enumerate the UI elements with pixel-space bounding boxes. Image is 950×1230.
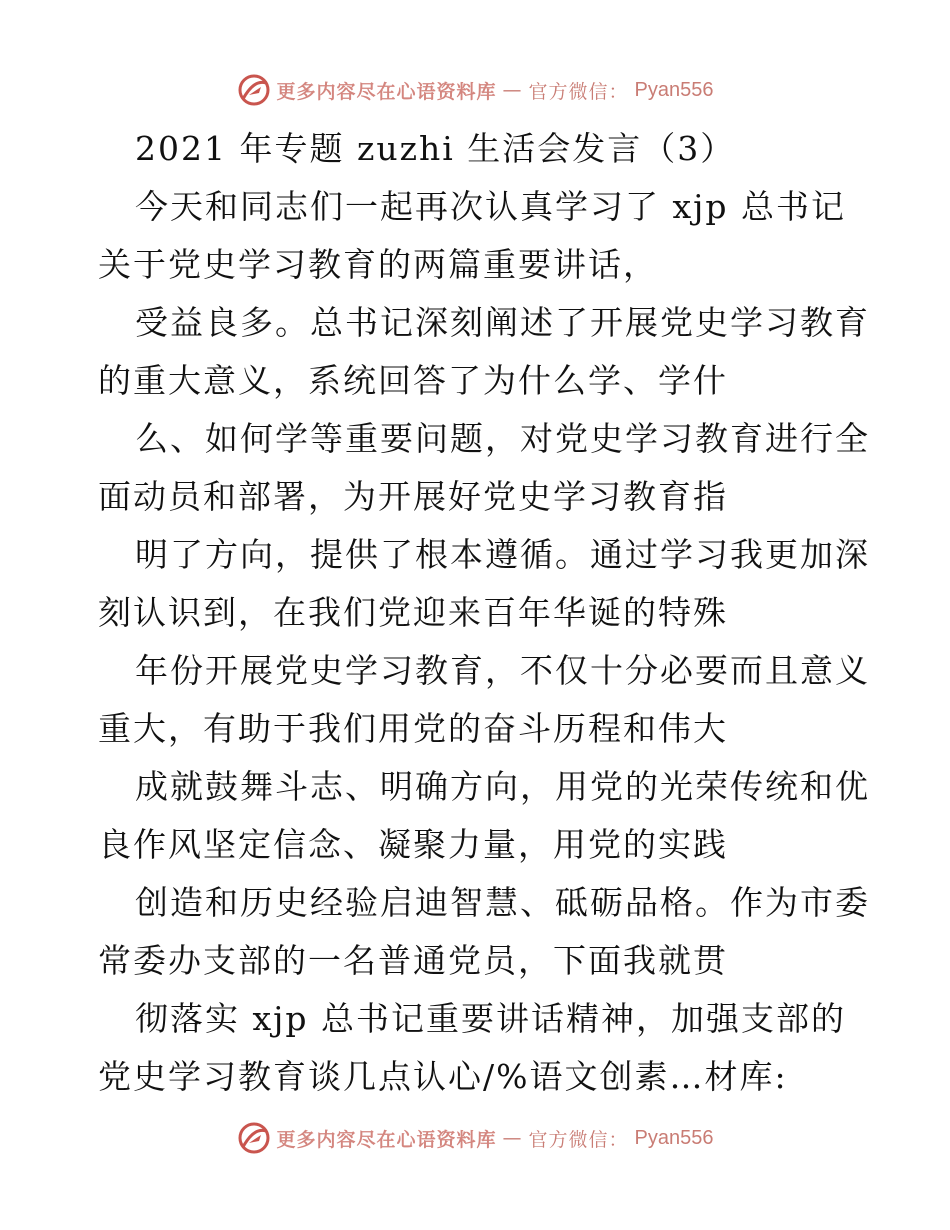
brand-text: 更多内容尽在心语资料库	[276, 80, 497, 103]
document-title: 2021 年专题 zuzhi 生活会发言（3）	[135, 129, 736, 168]
banner-dash: —	[502, 79, 523, 101]
wechat-label: 官方微信：	[528, 1128, 629, 1151]
wechat-id: Pyan556	[634, 78, 714, 101]
wechat-label: 官方微信：	[528, 80, 629, 103]
wechat-id: Pyan556	[634, 1126, 714, 1149]
paragraph-line: 彻落实 xjp 总书记重要讲话精神，加强支部的	[135, 999, 846, 1038]
paragraph-line: 良作风坚定信念、凝聚力量，用党的实践	[98, 825, 728, 864]
paragraph-line: 面动员和部署，为开展好党史学习教育指	[98, 477, 728, 516]
footer-watermark-banner	[0, 1118, 950, 1158]
paragraph-line: 常委办支部的一名普通党员，下面我就贯	[98, 941, 728, 980]
banner-dash: —	[502, 1127, 523, 1149]
paragraph-line: 的重大意义，系统回答了为什么学、学什	[98, 361, 728, 400]
logo-icon	[237, 73, 271, 107]
paragraph-line: 今天和同志们一起再次认真学习了 xjp 总书记	[135, 187, 846, 226]
document-body	[98, 120, 870, 1106]
brand-text: 更多内容尽在心语资料库	[276, 1128, 497, 1151]
paragraph-line: 成就鼓舞斗志、明确方向，用党的光荣传统和优	[135, 767, 870, 806]
logo-icon	[237, 1121, 271, 1155]
paragraph-line: 重大，有助于我们用党的奋斗历程和伟大	[98, 709, 728, 748]
paragraph-line: 明了方向，提供了根本遵循。通过学习我更加深	[135, 535, 870, 574]
paragraph-line: 创造和历史经验启迪智慧、砥砺品格。作为市委	[135, 883, 870, 922]
header-watermark-banner	[0, 70, 950, 110]
paragraph-line: 年份开展党史学习教育，不仅十分必要而且意义	[135, 651, 870, 690]
paragraph-line: 党史学习教育谈几点认心/%语文创素…材库:	[98, 1057, 788, 1096]
paragraph-line: 关于党史学习教育的两篇重要讲话，	[98, 245, 658, 284]
paragraph-line: 么、如何学等重要问题，对党史学习教育进行全	[135, 419, 870, 458]
paragraph-line: 受益良多。总书记深刻阐述了开展党史学习教育	[135, 303, 870, 342]
paragraph-line: 刻认识到，在我们党迎来百年华诞的特殊	[98, 593, 728, 632]
